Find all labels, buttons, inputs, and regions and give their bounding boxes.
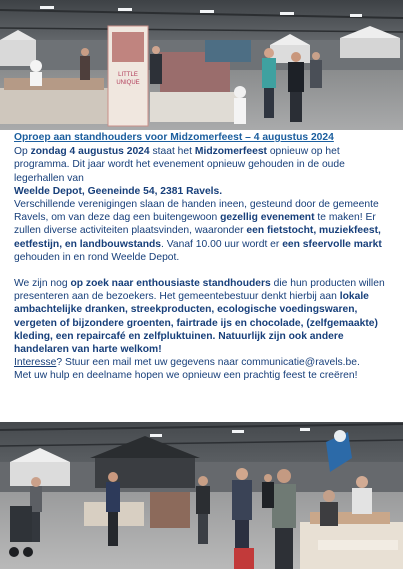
- vendors-highlight-2: lokale ambachtelijke dranken, streekproducten, ecologische voedingswaren, vergeten of bijzondere groenten, fairtrade ijs en chocolade, (zelfgemaakte) kleding, een repaircafé en zelfpluktuinen. Natuurlijk zijn ook andere handelaren van harte welkom!: [14, 291, 378, 356]
- activities-text-4: gehouden in en rond Weelde Depot.: [14, 251, 180, 263]
- activities-highlight-3: een sfeervolle markt: [282, 238, 382, 250]
- article-title: Oproep aan standhouders voor Midzomerfeest – 4 augustus 2024: [14, 132, 334, 143]
- vendors-text-2: die hun producten willen presenteren aan de bezoekers. Het gemeentebestuur denkt hierbij aan: [14, 278, 385, 303]
- intro-text-1: Op: [14, 146, 31, 158]
- activities-text-3: . Vanaf 10.00 uur wordt er: [161, 238, 283, 250]
- intro-text-2: staat het: [149, 146, 195, 158]
- paragraph-call-for-vendors: [14, 277, 394, 356]
- intro-text-3: opnieuw op het programma. Dit jaar wordt het evenement opnieuw gehouden in de oude legerhallen van: [14, 146, 345, 184]
- paragraph-spacer: [14, 264, 394, 277]
- paragraph-contact: [14, 356, 394, 369]
- market-hall-photo-bottom: [0, 422, 403, 569]
- event-date: zondag 4 augustus 2024: [30, 146, 150, 158]
- activities-highlight-2: een fietstocht, muziekfeest, eetfestijn, en landbouwstands: [14, 225, 381, 250]
- vendors-highlight-1: op zoek naar enthousiaste standhouders: [70, 278, 271, 290]
- activities-text-2: te maken! Er zullen diverse activiteiten plaatsvinden, waaronder: [14, 212, 376, 237]
- article: [14, 131, 394, 383]
- vendors-text-1: We zijn nog: [14, 278, 71, 290]
- activities-text-1: Verschillende verenigingen slaan de handen ineen, gesteund door de gemeente Ravels, om van deze dag een buitengewoon: [14, 199, 379, 224]
- market-hall-photo-top: [0, 0, 403, 130]
- banner-text-little: LITTLE: [118, 72, 138, 78]
- interest-link[interactable]: Interesse: [14, 357, 57, 369]
- activities-highlight-1: gezellig evenement: [220, 212, 315, 224]
- paragraph-event-intro: [14, 145, 394, 185]
- paragraph-activities: [14, 198, 394, 264]
- banner-text-unique: UNIQUE: [116, 80, 140, 86]
- event-address: [14, 185, 394, 198]
- closing-line: Met uw hulp en deelname hopen we opnieuw een prachtig feest te creëren!: [14, 370, 358, 382]
- event-address-text: Weelde Depot, Geeneinde 54, 2381 Ravels.: [14, 185, 223, 197]
- event-name: Midzomerfeest: [194, 146, 267, 158]
- contact-text: ? Stuur een mail met uw gegevens naar communicatie@ravels.be.: [56, 357, 360, 369]
- market-hall-scene-top: [0, 0, 403, 130]
- market-hall-scene-bottom: [0, 422, 403, 569]
